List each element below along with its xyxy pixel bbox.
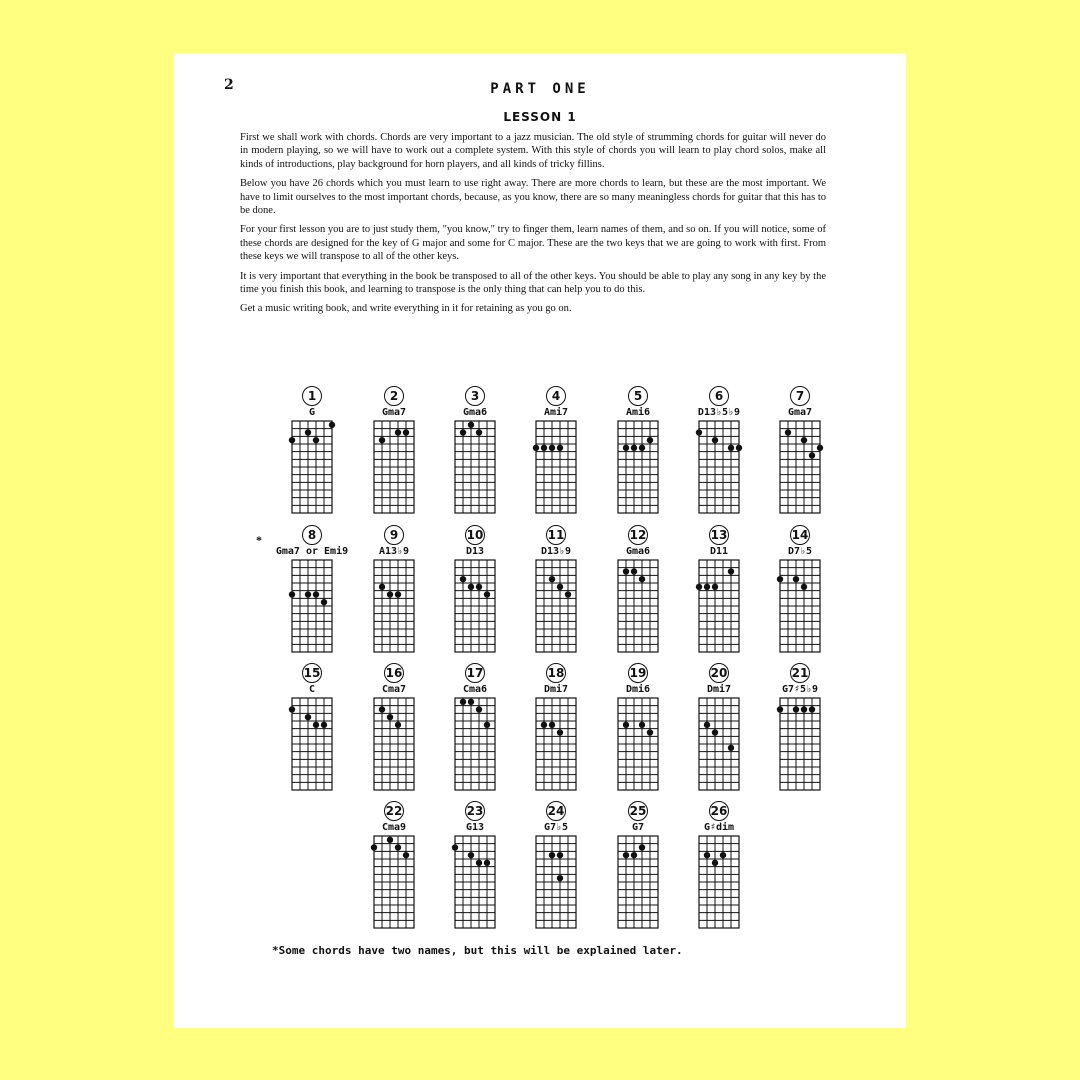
finger-dot [557, 729, 563, 735]
fretboard-grid [451, 558, 501, 656]
chord-number: 18 [546, 663, 566, 683]
finger-dot [379, 437, 385, 443]
chord-number: 8 [302, 525, 322, 545]
fretboard-grid [614, 558, 664, 656]
finger-dot [557, 852, 563, 858]
chord-diagram-16 [370, 663, 430, 793]
chord-name: D13♭5♭9 [697, 407, 741, 418]
finger-dot [728, 445, 734, 451]
finger-dot [623, 722, 629, 728]
finger-dot [696, 584, 702, 590]
fretboard-grid [614, 696, 664, 794]
finger-dot [549, 445, 555, 451]
finger-dot [793, 706, 799, 712]
paragraph-1: First we shall work with chords. Chords are very important to a jazz musician. The old style of strumming chords for guitar will never do in modern playing, so we will have to work out a complete system. With this style of chords you will learn to play chord solos, make all kinds of introductions, play background for horn players, and all kinds of tricky fillins. [240, 132, 826, 170]
chord-diagram-10 [451, 525, 511, 655]
chord-diagram-1 [288, 386, 348, 516]
chord-number: 23 [465, 801, 485, 821]
fretboard-grid [370, 419, 420, 517]
finger-dot [549, 722, 555, 728]
chord-diagram-21 [776, 663, 836, 793]
chord-number: 24 [546, 801, 566, 821]
chord-name: Ami7 [543, 407, 569, 418]
finger-dot [476, 429, 482, 435]
chord-diagram-6 [695, 386, 755, 516]
chord-diagram-8 [275, 525, 349, 655]
book-page [174, 53, 906, 1028]
chord-number: 5 [628, 386, 648, 406]
chord-name: Gma7 [787, 407, 813, 418]
finger-dot [720, 852, 726, 858]
chord-name: G7 [631, 822, 645, 833]
chord-number: 10 [465, 525, 485, 545]
fretboard-grid [776, 419, 826, 517]
finger-dot [809, 452, 815, 458]
finger-dot [549, 576, 555, 582]
finger-dot [728, 745, 734, 751]
chord-name: Gma6 [462, 407, 488, 418]
chord-diagram-19 [614, 663, 674, 793]
chord-name: D11 [709, 546, 729, 557]
finger-dot [533, 445, 539, 451]
finger-dot [395, 844, 401, 850]
finger-dot [468, 699, 474, 705]
chord-diagram-9 [370, 525, 430, 655]
finger-dot [809, 706, 815, 712]
finger-dot [631, 568, 637, 574]
finger-dot [403, 429, 409, 435]
fretboard-grid [776, 558, 826, 656]
chord-name: Ami6 [625, 407, 651, 418]
finger-dot [379, 584, 385, 590]
finger-dot [712, 860, 718, 866]
chord-number: 21 [790, 663, 810, 683]
finger-dot [549, 852, 555, 858]
finger-dot [484, 860, 490, 866]
finger-dot [321, 599, 327, 605]
chord-number: 15 [302, 663, 322, 683]
finger-dot [728, 568, 734, 574]
chord-name: D13 [465, 546, 485, 557]
chord-name: D7♭5 [787, 546, 813, 557]
chord-diagram-18 [532, 663, 592, 793]
chord-name: Gma7 or Emi9 [275, 546, 349, 557]
chord-diagram-7 [776, 386, 836, 516]
part-title: PART ONE [490, 81, 590, 97]
finger-dot [305, 591, 311, 597]
finger-dot [777, 706, 783, 712]
finger-dot [313, 722, 319, 728]
chord-number: 19 [628, 663, 648, 683]
chord-name: Gma6 [625, 546, 651, 557]
chord-name: G [308, 407, 316, 418]
chord-name: A13♭9 [378, 546, 410, 557]
fretboard-grid [776, 696, 826, 794]
finger-dot [468, 422, 474, 428]
finger-dot [476, 706, 482, 712]
chord-name: Dmi7 [706, 684, 732, 695]
finger-dot [476, 584, 482, 590]
finger-dot [801, 437, 807, 443]
finger-dot [329, 422, 335, 428]
fretboard-grid [695, 558, 745, 656]
chord-number: 12 [628, 525, 648, 545]
finger-dot [305, 714, 311, 720]
chord-number: 9 [384, 525, 404, 545]
chord-name: Cma7 [381, 684, 407, 695]
chord-number: 16 [384, 663, 404, 683]
finger-dot [460, 576, 466, 582]
finger-dot [305, 429, 311, 435]
fretboard-grid [532, 419, 582, 517]
finger-dot [639, 844, 645, 850]
finger-dot [557, 875, 563, 881]
chord-diagram-23 [451, 801, 511, 931]
chord-name: C [308, 684, 316, 695]
finger-dot [371, 844, 377, 850]
finger-dot [631, 852, 637, 858]
paragraph-2: Below you have 26 chords which you must learn to use right away. There are more chords to learn, but these are the most important. We have to limit ourselves to the most important chords, because, as you know, there are so many meaningless chords for guitar that this has to be done. [240, 178, 826, 217]
chord-diagram-24 [532, 801, 592, 931]
chord-number: 7 [790, 386, 810, 406]
finger-dot [476, 860, 482, 866]
chord-diagram-13 [695, 525, 755, 655]
finger-dot [639, 722, 645, 728]
chord-number: 6 [709, 386, 729, 406]
finger-dot [631, 445, 637, 451]
chord-number: 20 [709, 663, 729, 683]
fretboard-grid [451, 696, 501, 794]
paragraph-3: For your first lesson you are to just study them, "you know," try to finger them, learn names of them, and so on. If you will notice, some of these chords are designed for the key of G major and some for C major. These are the two keys that we are going to work with first. From these keys we will transpose to all of the other keys. [240, 224, 826, 263]
finger-dot [557, 445, 563, 451]
finger-dot [395, 722, 401, 728]
chord-name: Dmi6 [625, 684, 651, 695]
finger-dot [387, 837, 393, 843]
finger-dot [639, 445, 645, 451]
finger-dot [468, 852, 474, 858]
chord-number: 1 [302, 386, 322, 406]
chord-diagram-12 [614, 525, 674, 655]
fretboard-grid [695, 834, 745, 932]
finger-dot [639, 576, 645, 582]
lesson-title: LESSON 1 [503, 110, 577, 124]
finger-dot [387, 591, 393, 597]
chord-number: 11 [546, 525, 566, 545]
chord-diagram-20 [695, 663, 755, 793]
chord-diagram-11 [532, 525, 592, 655]
chord-number: 3 [465, 386, 485, 406]
fretboard-grid [451, 419, 501, 517]
finger-dot [452, 844, 458, 850]
finger-dot [647, 437, 653, 443]
finger-dot [313, 591, 319, 597]
chord-name: Dmi7 [543, 684, 569, 695]
fretboard-grid [614, 419, 664, 517]
finger-dot [541, 445, 547, 451]
finger-dot [712, 729, 718, 735]
chord-name: Gma7 [381, 407, 407, 418]
finger-dot [712, 584, 718, 590]
fretboard-grid [532, 558, 582, 656]
finger-dot [289, 706, 295, 712]
chord-diagram-14 [776, 525, 836, 655]
chord-number: 22 [384, 801, 404, 821]
finger-dot [557, 584, 563, 590]
chord-diagram-17 [451, 663, 511, 793]
fretboard-grid [532, 696, 582, 794]
chord-diagram-5 [614, 386, 674, 516]
paragraph-5: Get a music writing book, and write everything in it for retaining as you go on. [240, 303, 572, 315]
footnote: *Some chords have two names, but this will be explained later. [272, 944, 683, 957]
chord-name: Cma9 [381, 822, 407, 833]
finger-dot [379, 706, 385, 712]
footnote-star: * [256, 533, 262, 547]
fretboard-grid [695, 696, 745, 794]
chord-number: 4 [546, 386, 566, 406]
fretboard-grid [370, 558, 420, 656]
fretboard-grid [288, 696, 338, 794]
finger-dot [484, 591, 490, 597]
finger-dot [801, 584, 807, 590]
chord-diagram-15 [288, 663, 348, 793]
finger-dot [817, 445, 823, 451]
finger-dot [704, 852, 710, 858]
fretboard-grid [288, 558, 338, 656]
finger-dot [460, 429, 466, 435]
lesson-text [240, 131, 826, 322]
finger-dot [403, 852, 409, 858]
finger-dot [777, 576, 783, 582]
finger-dot [801, 706, 807, 712]
finger-dot [623, 568, 629, 574]
finger-dot [623, 852, 629, 858]
chord-diagram-22 [370, 801, 430, 931]
chord-diagram-2 [370, 386, 430, 516]
finger-dot [460, 699, 466, 705]
chord-number: 13 [709, 525, 729, 545]
finger-dot [623, 445, 629, 451]
chord-number: 26 [709, 801, 729, 821]
chord-name: G7♯5♭9 [781, 684, 819, 695]
finger-dot [712, 437, 718, 443]
chord-diagram-4 [532, 386, 592, 516]
chord-number: 25 [628, 801, 648, 821]
finger-dot [321, 722, 327, 728]
finger-dot [704, 584, 710, 590]
finger-dot [313, 437, 319, 443]
finger-dot [785, 429, 791, 435]
chord-name: D13♭9 [540, 546, 572, 557]
chord-name: G7♭5 [543, 822, 569, 833]
finger-dot [647, 729, 653, 735]
chord-diagram-3 [451, 386, 511, 516]
chord-diagram-26 [695, 801, 755, 931]
fretboard-grid [451, 834, 501, 932]
finger-dot [484, 722, 490, 728]
finger-dot [736, 445, 742, 451]
finger-dot [468, 584, 474, 590]
fretboard-grid [370, 696, 420, 794]
fretboard-grid [532, 834, 582, 932]
chord-name: Cma6 [462, 684, 488, 695]
finger-dot [395, 429, 401, 435]
fretboard-grid [288, 419, 338, 517]
chord-number: 14 [790, 525, 810, 545]
finger-dot [387, 714, 393, 720]
paragraph-4: It is very important that everything in the book be transposed to all of the other keys. You should be able to play any song in any key by the time you finish this book, and learning to transpose is the only thing that can help you to do this. [240, 270, 826, 296]
finger-dot [395, 591, 401, 597]
finger-dot [289, 591, 295, 597]
chord-name: G13 [465, 822, 485, 833]
finger-dot [289, 437, 295, 443]
finger-dot [696, 429, 702, 435]
chord-diagram-25 [614, 801, 674, 931]
page-number: 2 [224, 77, 234, 93]
fretboard-grid [370, 834, 420, 932]
finger-dot [704, 722, 710, 728]
chord-name: G♯dim [703, 822, 735, 833]
fretboard-grid [614, 834, 664, 932]
finger-dot [541, 722, 547, 728]
fretboard-grid [695, 419, 745, 517]
finger-dot [793, 576, 799, 582]
chord-number: 17 [465, 663, 485, 683]
finger-dot [565, 591, 571, 597]
chord-number: 2 [384, 386, 404, 406]
